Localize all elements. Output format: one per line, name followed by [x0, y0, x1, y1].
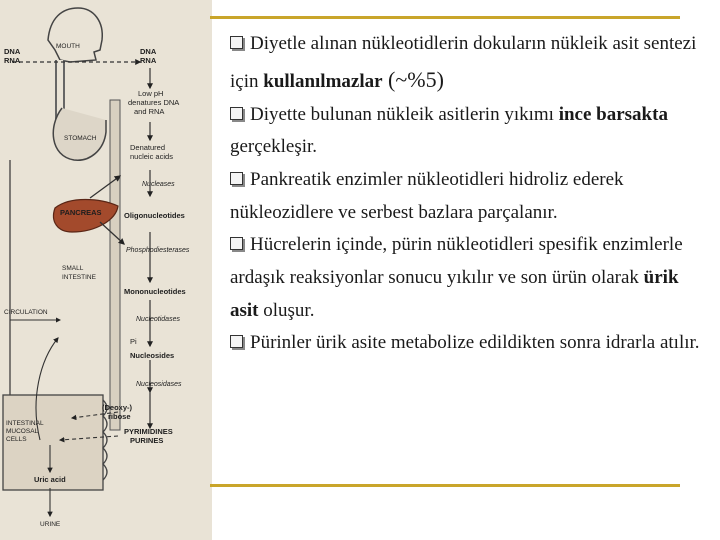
bullet-2-seg-3: gerçekleşir.	[230, 136, 318, 158]
checkbox-bullet-icon	[230, 237, 243, 250]
label-dna-rna-right: DNA RNA	[140, 47, 157, 65]
bullet-item-1	[230, 28, 700, 99]
label-nucleosides: Nucleosides	[130, 351, 175, 360]
label-small-intestine: SMALL INTESTINE	[62, 265, 96, 281]
label-mononucleotides: Mononucleotides	[124, 287, 186, 296]
label-intestinal-cells: INTESTINAL MUCOSAL CELLS	[6, 420, 44, 443]
bullet-2-seg-2: ince barsakta	[558, 103, 668, 125]
top-rule	[210, 16, 680, 19]
checkbox-bullet-icon	[230, 107, 243, 120]
digestion-diagram-svg	[0, 0, 212, 540]
label-deoxy-ribose: (Deoxy-) ribose	[102, 403, 133, 421]
bullet-3-seg-1: Pankreatik enzimler nükleotidleri hidroliz ederek nükleozidlere ve serbest bazlara parçalanır.	[230, 168, 624, 223]
bottom-rule	[210, 484, 680, 487]
head-outline	[48, 8, 102, 62]
label-pi: Pi	[130, 337, 137, 346]
label-uric-acid: Uric acid	[34, 475, 66, 484]
label-denatured: Denatured nucleic acids	[130, 143, 173, 161]
checkbox-bullet-icon	[230, 335, 243, 348]
label-nucleosidases: Nucleosidases	[136, 381, 182, 388]
bullet-1-seg-2: kullanılmazlar	[263, 70, 383, 92]
bullet-item-5	[230, 327, 700, 360]
checkbox-bullet-icon	[230, 36, 243, 49]
label-nucleotidases: Nucleotidases	[136, 316, 180, 323]
bullet-item-3	[230, 164, 700, 229]
label-mouth: MOUTH	[56, 43, 80, 50]
bullet-1-seg-3: (~%5)	[382, 66, 444, 92]
label-circulation: CIRCULATION	[4, 309, 48, 316]
intestine-tube	[110, 100, 120, 430]
digestion-diagram	[0, 0, 212, 540]
bullet-item-2	[230, 99, 700, 164]
checkbox-bullet-icon	[230, 172, 243, 185]
bullet-4-seg-3: oluşur.	[258, 299, 315, 321]
bullet-2-seg-1: Diyette bulunan nükleik asitlerin yıkımı	[250, 103, 559, 125]
label-pancreas: PANCREAS	[60, 208, 102, 217]
label-dna-rna-left: DNA RNA	[4, 47, 21, 65]
label-nucleases: Nucleases	[142, 181, 175, 188]
label-pyrimidines-purines: PYRIMIDINES PURINES	[124, 427, 173, 445]
bullet-4-seg-1: Hücrelerin içinde, pürin nükleotidleri spesifik enzimlerle ardaşık reaksiyonlar sonucu yıkılır ve son ürün olarak	[230, 234, 683, 288]
label-oligonucleotides: Oligonucleotides	[124, 211, 185, 220]
bullet-5-seg-1: Pürinler ürik asite metabolize edildikten sonra idrarla atılır.	[250, 332, 700, 354]
bullet-1-seg-1: Diyetle alınan nükleotidlerin dokuların nükleik asit sentezi için	[230, 33, 697, 92]
label-phosphodiesterases: Phosphodiesterases	[126, 247, 190, 254]
bullet-item-4	[230, 229, 700, 327]
label-stomach: STOMACH	[64, 135, 97, 142]
bullet-4-seg-2: ürik asit	[230, 266, 679, 321]
label-low-ph: Low pH denatures DNA and RNA	[128, 89, 180, 116]
label-urine: URINE	[40, 521, 61, 528]
bullet-list	[230, 28, 700, 360]
